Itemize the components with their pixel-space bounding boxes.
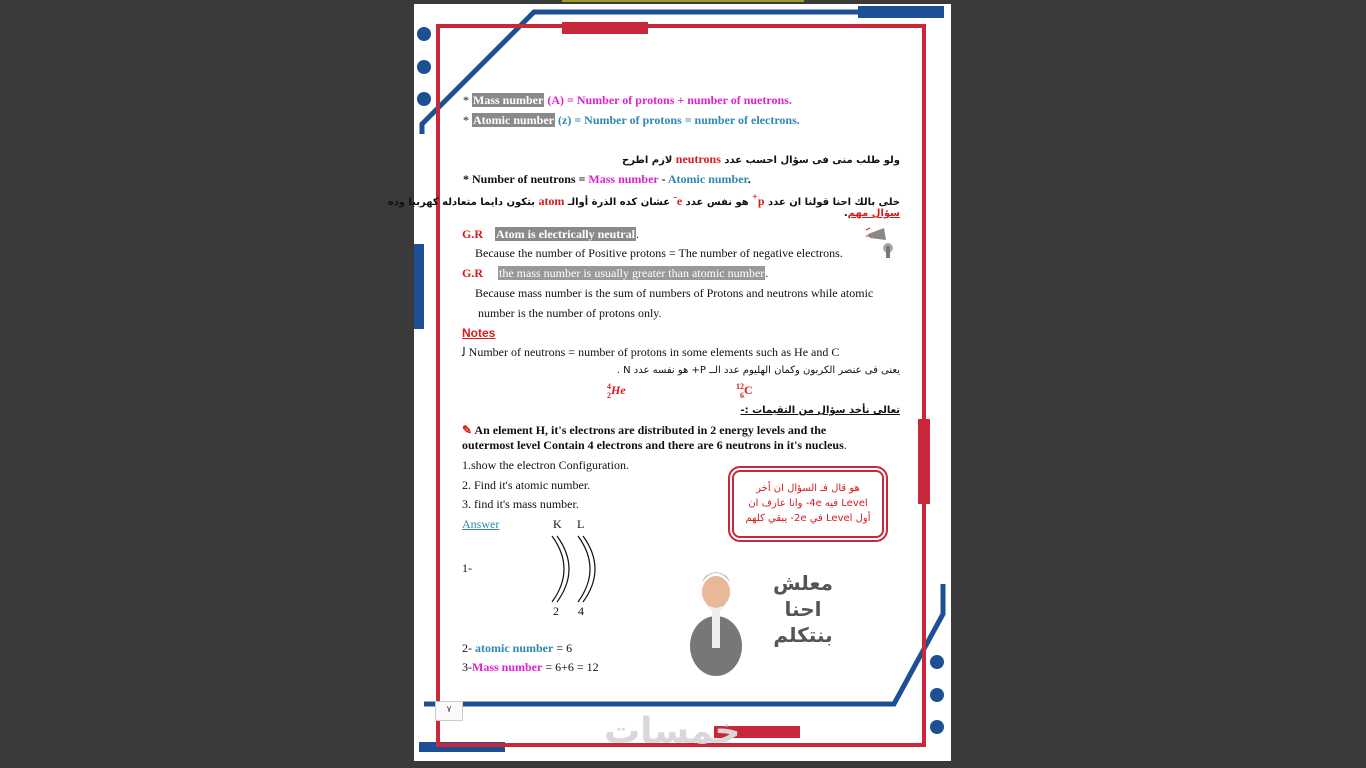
ask-neutrons-line: ولو طلب منى فى سؤال احسب عدد neutrons لازم اطرح — [621, 152, 900, 166]
shell-l-count: 4 — [578, 604, 584, 618]
hint-callout: هو قال فـ السؤال ان أخر Level فيه 4e- وانا عارف ان أول Level في 2e- يبقي كلهم — [732, 470, 884, 538]
notes-heading: Notes — [462, 326, 496, 340]
megaphone-icon — [864, 224, 896, 260]
give-reason-2: G.R the mass number is usually greater than atomic number. — [462, 266, 769, 280]
blue-tab-top — [858, 6, 944, 18]
binder-hole — [930, 720, 944, 734]
answer-3: 3-Mass number = 6+6 = 12 — [462, 660, 599, 674]
question-item: 3. find it's mass number. — [462, 497, 579, 511]
question-intro: تعالى نأخد سؤال من التقيمات :- — [740, 405, 900, 416]
note-line: ﻟ Number of neutrons = number of protons in some elements such as He and C — [462, 345, 840, 359]
neutrons-formula: * Number of neutrons = Mass number - Atomic number. — [463, 172, 751, 186]
carbon-symbol: 12 6C — [736, 382, 753, 400]
binder-hole — [417, 92, 431, 106]
electron-shells — [542, 534, 602, 604]
shell-k-label: K — [553, 517, 562, 531]
viewer-top-bar — [562, 0, 804, 2]
mass-number-definition: * Mass number (A) = Number of protons + number of nuetrons. — [463, 93, 792, 107]
atomic-number-label: Atomic number — [473, 113, 554, 127]
important-question-note: سؤال مهم. — [843, 208, 900, 219]
page-number: ٧ — [435, 701, 463, 721]
binder-hole — [930, 688, 944, 702]
give-reason-2-answer: Because mass number is the sum of numbers of Protons and neutrons while atomic — [475, 286, 874, 300]
document-page — [387, 4, 951, 761]
answer-2: 2- atomic number = 6 — [462, 641, 573, 655]
blue-tab-left — [414, 244, 424, 329]
sticker-text: معلش احنا بنتكلم — [772, 571, 834, 647]
shell-k-count: 2 — [553, 604, 559, 618]
give-reason-2-answer-cont: number is the number of protons only. — [478, 306, 662, 320]
shell-l-label: L — [577, 517, 585, 531]
watermark: خمسات — [604, 711, 741, 752]
give-reason-1-answer: Because the number of Positive protons = The number of negative electrons. — [475, 246, 843, 260]
question-text-cont: outermost level Contain 4 electrons and there are 6 neutrons in it's nucleus. — [462, 438, 847, 452]
binder-hole — [417, 60, 431, 74]
question-item: 2. Find it's atomic number. — [462, 478, 591, 492]
binder-hole — [417, 27, 431, 41]
old-man-illustration — [684, 564, 748, 676]
answer-1-label: 1- — [462, 561, 472, 575]
red-tab-right — [918, 419, 930, 504]
binder-hole — [930, 655, 944, 669]
atomic-number-definition: * Atomic number (z) = Number of protons = number of electrons. — [463, 113, 800, 127]
give-reason-1: G.R Atom is electrically neutral. — [462, 227, 639, 241]
question-item: 1.show the electron Configuration. — [462, 458, 629, 472]
helium-symbol: 4 2He — [607, 382, 626, 400]
pen-icon: ✎ — [462, 423, 473, 437]
mass-number-label: Mass number — [473, 93, 544, 107]
note-arabic: يعنى فى عنصر الكربون وكمان الهليوم عدد الــ P+ هو نفسه عدد N . — [616, 365, 900, 376]
red-frame — [438, 26, 924, 745]
question-text: ✎ An element H, it's electrons are distributed in 2 energy levels and the — [462, 423, 827, 437]
answer-heading: Answer — [462, 517, 500, 531]
keep-in-mind-line: خلى بالك احنا قولنا ان عدد p+ هو نفس عدد e- عشان كده الذرة أوالـ atom بتكون دايما متعادله كهربيا وده — [387, 192, 900, 208]
red-tab-top — [562, 22, 648, 34]
